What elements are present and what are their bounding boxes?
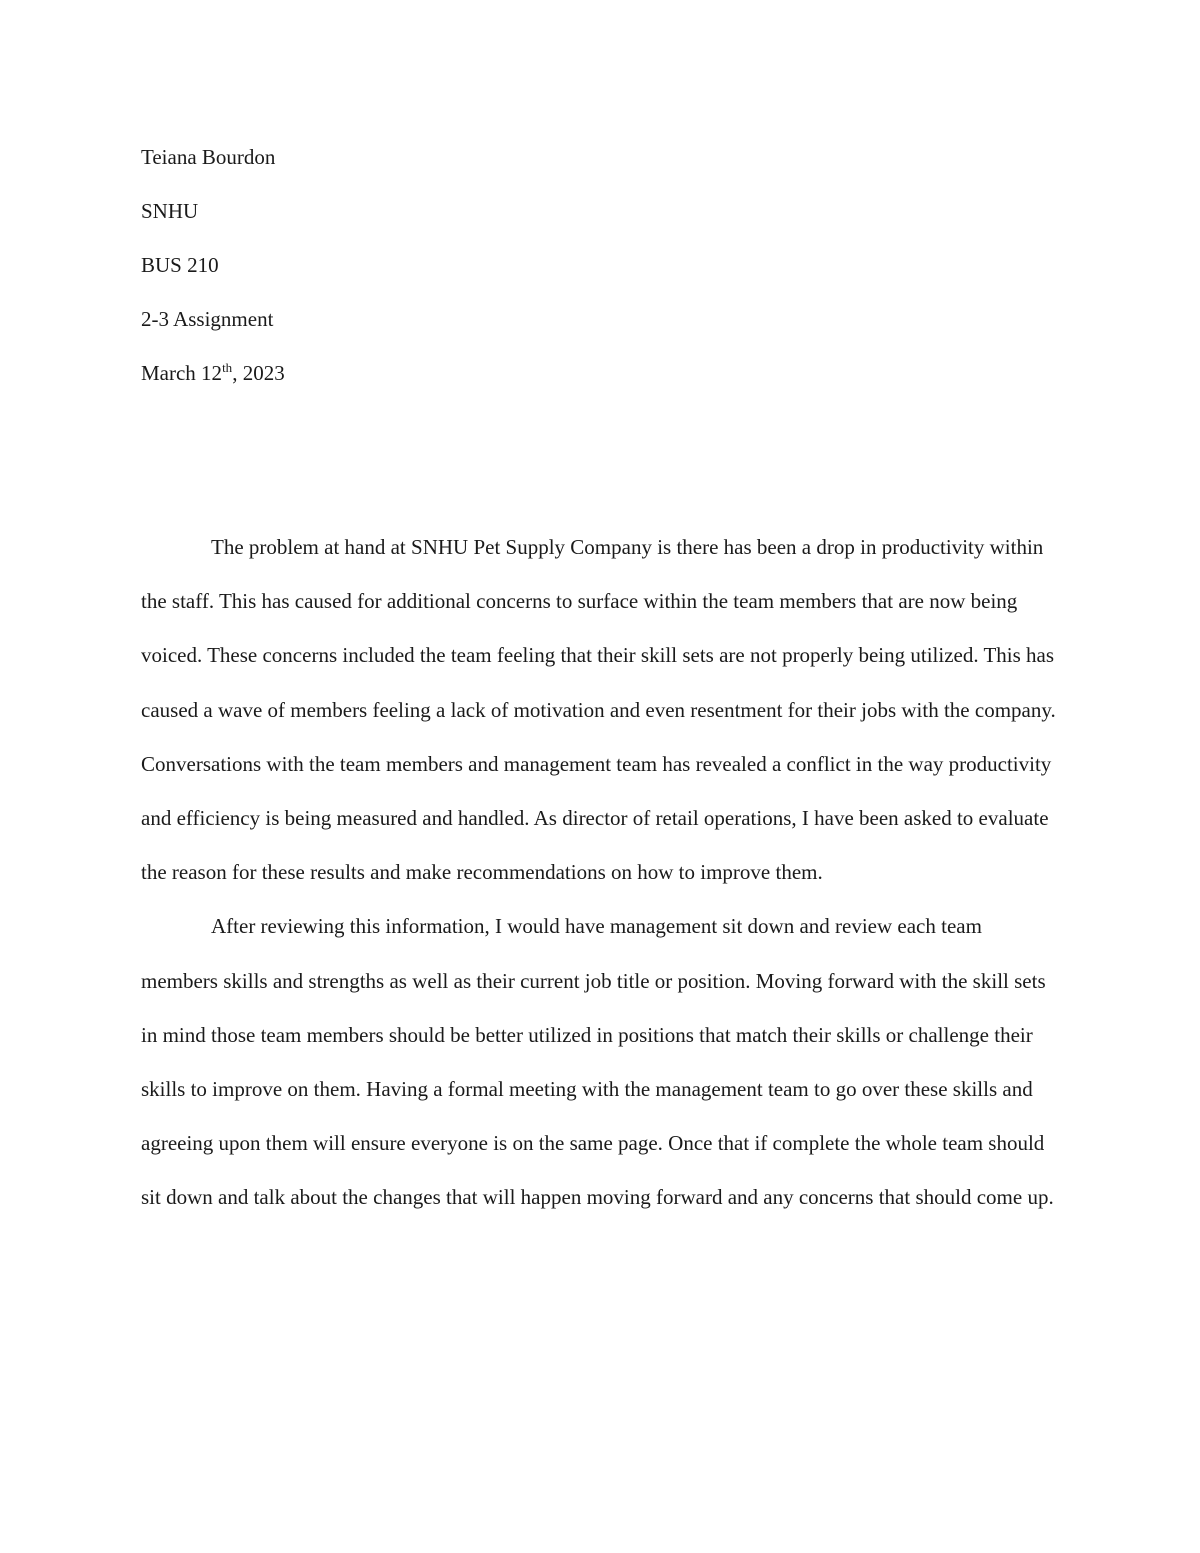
paragraph-1: The problem at hand at SNHU Pet Supply Company is there has been a drop in productivity within the staff. This has caused for additional concerns to surface within the team members that are now being voiced. These concerns included the team feeling that their skill sets are not properly being utilized. This has caused a wave of members feeling a lack of motivation and even resentment for their jobs with the company. Conversations with the team members and management team has revealed a conflict in the way productivity and efficiency is being measured and handled. As director of retail operations, I have been asked to evaluate the reason for these results and make recommendations on how to improve them. <box>141 535 1056 885</box>
date-ordinal: th <box>222 360 233 375</box>
course-code: BUS 210 <box>141 253 219 277</box>
assignment-date <box>141 358 741 412</box>
paragraph-2: After reviewing this information, I would have management sit down and review each team members skills and strengths as well as their current job title or position. Moving forward with the skill sets in mind those team members should be better utilized in positions that match their skills or challenge their skills to improve on them. Having a formal meeting with the management team to go over these skills and agreeing upon them will ensure everyone is on the same page. Once that if complete the whole team should sit down and talk about the changes that will happen moving forward and any concerns that should come up. <box>141 914 1054 1210</box>
header-block <box>141 142 741 412</box>
assignment-title: 2-3 Assignment <box>141 307 274 331</box>
school-name: SNHU <box>141 199 199 223</box>
date-prefix: March 12 <box>141 361 223 385</box>
author-name: Teiana Bourdon <box>141 145 276 169</box>
date-year: , 2023 <box>232 361 285 385</box>
essay-body <box>141 520 1061 1225</box>
